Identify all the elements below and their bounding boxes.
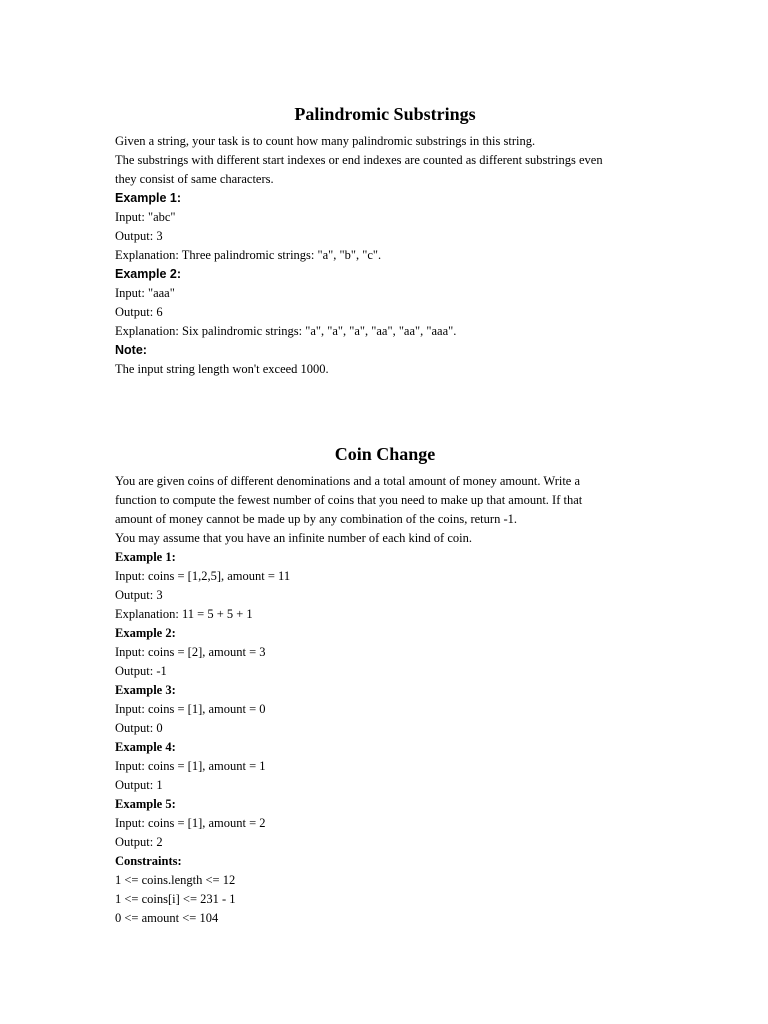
section-title: Palindromic Substrings <box>294 104 476 124</box>
subheading: Example 1: <box>115 191 182 205</box>
subheading: Example 1: <box>115 550 176 564</box>
text-line: 1 <= coins[i] <= 231 - 1 <box>115 892 236 906</box>
text-line: Input: "abc" <box>115 210 176 224</box>
section-body <box>115 132 655 379</box>
subheading: Example 2: <box>115 267 182 281</box>
text-line: Given a string, your task is to count how many palindromic substrings in this string. <box>115 134 536 148</box>
palindromic-substrings-section <box>115 100 655 379</box>
text-line: Output: 2 <box>115 835 163 849</box>
text-line: Input: coins = [1,2,5], amount = 11 <box>115 569 291 583</box>
section-body <box>115 472 655 928</box>
text-line: Input: coins = [2], amount = 3 <box>115 645 266 659</box>
text-line: they consist of same characters. <box>115 172 274 186</box>
text-line: Output: -1 <box>115 664 167 678</box>
text-line: Output: 1 <box>115 778 163 792</box>
text-line: Explanation: Six palindromic strings: "a", "a", "a", "aa", "aa", "aaa". <box>115 324 457 338</box>
subheading: Example 4: <box>115 740 176 754</box>
coin-change-section <box>115 440 655 928</box>
text-line: You are given coins of different denominations and a total amount of money amount. Write a <box>115 474 581 488</box>
text-line: Input: coins = [1], amount = 0 <box>115 702 266 716</box>
text-line: function to compute the fewest number of coins that you need to make up that amount. If that <box>115 493 583 507</box>
text-line: Output: 3 <box>115 588 163 602</box>
subheading: Example 2: <box>115 626 176 640</box>
text-line: Output: 3 <box>115 229 163 243</box>
subheading: Example 5: <box>115 797 176 811</box>
subheading: Note: <box>115 343 147 357</box>
text-line: 0 <= amount <= 104 <box>115 911 219 925</box>
text-line: Input: coins = [1], amount = 2 <box>115 816 266 830</box>
text-line: You may assume that you have an infinite number of each kind of coin. <box>115 531 472 545</box>
text-line: The input string length won't exceed 1000. <box>115 362 329 376</box>
text-line: Explanation: Three palindromic strings: "a", "b", "c". <box>115 248 382 262</box>
text-line: The substrings with different start indexes or end indexes are counted as different substrings even <box>115 153 603 167</box>
text-line: Input: "aaa" <box>115 286 175 300</box>
subheading: Constraints: <box>115 854 182 868</box>
text-line: Explanation: 11 = 5 + 5 + 1 <box>115 607 253 621</box>
section-title: Coin Change <box>334 444 436 464</box>
text-line: Output: 0 <box>115 721 163 735</box>
text-line: 1 <= coins.length <= 12 <box>115 873 236 887</box>
subheading: Example 3: <box>115 683 176 697</box>
text-line: Output: 6 <box>115 305 163 319</box>
text-line: Input: coins = [1], amount = 1 <box>115 759 266 773</box>
text-line: amount of money cannot be made up by any combination of the coins, return -1. <box>115 512 517 526</box>
